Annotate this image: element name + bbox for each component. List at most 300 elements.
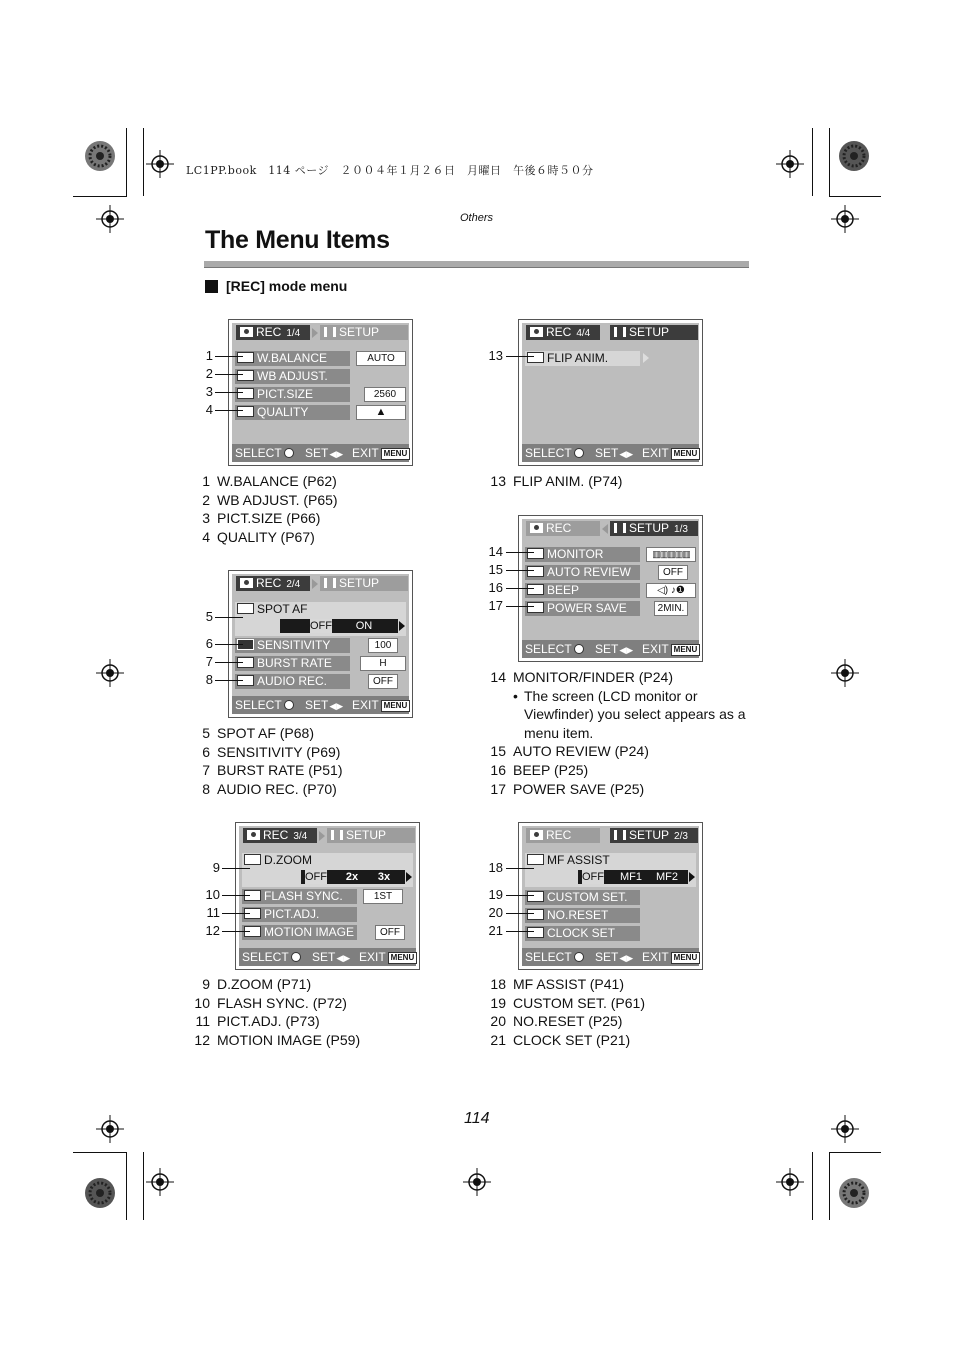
value-box: 1ST xyxy=(363,889,403,904)
crop-line xyxy=(73,1152,127,1153)
camera-icon xyxy=(247,830,260,840)
callout-number: 2 xyxy=(205,366,213,381)
option-on[interactable]: ON xyxy=(355,620,373,632)
list-number: 16 xyxy=(490,761,506,778)
list-text: NO.RESET (P25) xyxy=(513,1013,623,1030)
setup-icon xyxy=(614,523,626,533)
screen-body xyxy=(239,826,416,966)
value-box: 100 xyxy=(368,638,398,653)
status-set-label: SET xyxy=(595,950,619,964)
callout-line xyxy=(215,662,243,663)
status-bar xyxy=(232,444,409,462)
wb-icon xyxy=(237,352,254,363)
list-number: 5 xyxy=(202,725,210,741)
tab-setup xyxy=(610,828,698,843)
item-label: AUTO REVIEW xyxy=(547,565,631,579)
status-bar xyxy=(522,640,699,658)
callout-number: 21 xyxy=(488,923,503,938)
custom-set-icon xyxy=(527,891,544,902)
status-set xyxy=(595,948,633,967)
camera-icon xyxy=(240,327,253,337)
list-number: 18 xyxy=(490,976,506,992)
option-off[interactable]: OFF xyxy=(582,871,604,883)
status-bar xyxy=(239,948,416,966)
crosshair-icon xyxy=(146,1168,174,1196)
crosshair-icon xyxy=(831,1115,859,1143)
print-header: LC1PP.book 114 ページ ２００４年１月２６日 月曜日 午後６時５０分 xyxy=(186,164,594,177)
callout-number: 12 xyxy=(205,923,220,938)
status-set xyxy=(595,640,633,659)
crop-line xyxy=(829,1152,881,1153)
setup-icon xyxy=(614,830,626,840)
menu-item-flip-anim[interactable] xyxy=(525,351,640,366)
callout-line xyxy=(506,931,534,932)
list-number: 8 xyxy=(202,780,210,797)
callout-number: 8 xyxy=(205,672,213,687)
menu-item-beep[interactable] xyxy=(525,583,640,598)
status-set-label: SET xyxy=(312,950,336,964)
list-text: PICT.ADJ. (P73) xyxy=(217,1013,320,1030)
status-exit xyxy=(352,696,410,714)
tab-rec xyxy=(526,828,600,843)
tab-bar xyxy=(522,826,699,844)
status-exit-label: EXIT xyxy=(642,446,669,460)
status-exit xyxy=(359,948,417,966)
menu-item-quality[interactable] xyxy=(235,405,350,420)
tab-rec-label: REC xyxy=(546,325,572,339)
page-number: 114 xyxy=(464,1110,490,1127)
callout-number: 14 xyxy=(488,544,503,559)
square-bullet-icon xyxy=(205,280,218,293)
crop-line xyxy=(829,1152,830,1220)
menu-button-icon: MENU xyxy=(388,952,418,964)
screen-rec-2 xyxy=(228,570,413,718)
option-off[interactable]: OFF xyxy=(310,620,332,632)
list-item xyxy=(486,742,754,761)
menu-button-icon: MENU xyxy=(671,448,701,460)
flip-anim-icon xyxy=(527,352,544,363)
tab-setup xyxy=(610,325,698,340)
callout-number: 3 xyxy=(205,384,213,399)
left-right-icon: ◀▶ xyxy=(329,449,344,459)
arrow-right-icon xyxy=(312,328,318,338)
item-label: PICT.SIZE xyxy=(257,387,314,401)
list-number: 12 xyxy=(194,1031,210,1048)
screen-body xyxy=(232,323,409,462)
tab-setup xyxy=(610,521,698,536)
menu-item-power-save[interactable] xyxy=(525,601,640,616)
tab-rec xyxy=(236,576,310,591)
crop-line xyxy=(126,128,127,196)
menu-item-pict-size[interactable] xyxy=(235,387,350,402)
crosshair-icon xyxy=(96,659,124,687)
no-reset-icon xyxy=(527,909,544,920)
callout-line xyxy=(222,931,250,932)
page-indicator: 2/3 xyxy=(674,831,688,842)
option-off[interactable]: OFF xyxy=(305,871,327,883)
value-box: OFF xyxy=(658,565,688,580)
list-number: 4 xyxy=(202,528,210,545)
status-exit-label: EXIT xyxy=(642,642,669,656)
list-number: 3 xyxy=(202,510,210,527)
cursor-dial-icon xyxy=(284,448,294,458)
list-number: 9 xyxy=(202,976,210,992)
status-exit xyxy=(642,948,700,966)
callout-line xyxy=(506,868,534,869)
section-label: Others xyxy=(460,212,494,224)
page-indicator: 2/4 xyxy=(286,579,301,590)
crop-line xyxy=(829,196,881,197)
left-right-icon: ◀▶ xyxy=(329,701,344,711)
item-label: BURST RATE xyxy=(257,656,332,670)
wb-adjust-icon xyxy=(237,370,254,381)
page-indicator: 3/4 xyxy=(293,831,308,842)
crosshair-icon xyxy=(831,659,859,687)
callout-line xyxy=(506,552,534,553)
tab-bar xyxy=(522,519,699,537)
color-target-icon xyxy=(84,140,116,172)
item-label: CLOCK SET xyxy=(547,926,616,940)
color-target-icon xyxy=(838,140,870,172)
list-text: SENSITIVITY (P69) xyxy=(217,743,341,760)
callout-number: 19 xyxy=(488,887,503,902)
menu-item-audio-rec[interactable] xyxy=(235,674,350,689)
callout-line xyxy=(215,356,243,357)
callout-line xyxy=(215,392,243,393)
tab-setup-label: SETUP xyxy=(346,828,387,842)
list-number: 20 xyxy=(490,1013,506,1030)
tab-rec-label: REC xyxy=(546,521,572,535)
status-select xyxy=(235,696,294,714)
status-set xyxy=(305,444,343,463)
crosshair-icon xyxy=(831,205,859,233)
crop-line xyxy=(829,128,830,196)
cursor-dial-icon xyxy=(574,952,584,962)
cursor-dial-icon xyxy=(574,644,584,654)
screen-rec-1 xyxy=(228,319,413,466)
crop-line xyxy=(126,1152,127,1220)
list-text: MF ASSIST (P41) xyxy=(513,976,624,992)
option-mf1[interactable]: MF1 xyxy=(620,871,642,883)
list-text: MONITOR/FINDER (P24) xyxy=(513,669,673,685)
monitor-level: ▥▥▥▥▥ xyxy=(646,547,696,562)
menu-item-w-balance[interactable] xyxy=(235,351,350,366)
page-title: The Menu Items xyxy=(205,226,390,254)
callout-line xyxy=(506,913,534,914)
list-text: BEEP (P25) xyxy=(513,761,589,778)
setup-icon xyxy=(324,327,336,337)
status-exit xyxy=(352,444,410,462)
item-label: W.BALANCE xyxy=(257,351,328,365)
color-target-icon xyxy=(84,1177,116,1209)
title-rule xyxy=(204,261,749,268)
page-indicator: 4/4 xyxy=(576,328,591,339)
crosshair-icon xyxy=(776,150,804,178)
list-item xyxy=(486,761,754,780)
callout-line xyxy=(506,606,534,607)
d-zoom-options xyxy=(301,870,405,884)
status-set-label: SET xyxy=(595,446,619,460)
screen-body xyxy=(232,574,409,714)
item-label: MF ASSIST xyxy=(547,853,610,867)
menu-item-monitor[interactable] xyxy=(525,547,640,562)
tab-rec-label: REC xyxy=(263,828,289,842)
brightness-icon xyxy=(527,548,544,559)
status-select xyxy=(525,640,584,658)
tab-rec xyxy=(526,521,600,536)
menu-item-burst-rate[interactable] xyxy=(235,656,350,671)
tab-setup xyxy=(320,325,408,340)
callout-number: 18 xyxy=(488,860,503,875)
crop-line xyxy=(143,1152,144,1220)
note-text: • The screen (LCD monitor or Viewfinder) you select appears as a menu item. xyxy=(513,687,754,743)
callout-line xyxy=(222,913,250,914)
arrow-right-icon xyxy=(312,579,318,589)
item-label: D.ZOOM xyxy=(264,853,312,867)
arrow-right-icon xyxy=(319,831,325,841)
list-text: AUTO REVIEW (P24) xyxy=(513,743,649,760)
power-save-icon xyxy=(527,602,544,613)
setup-icon xyxy=(331,830,343,840)
callout-number: 7 xyxy=(205,654,213,669)
item-label: FLASH SYNC. xyxy=(264,889,343,903)
crosshair-icon xyxy=(776,1168,804,1196)
item-label: MOTION IMAGE xyxy=(264,925,354,939)
page-indicator: 1/4 xyxy=(286,328,301,339)
status-set-label: SET xyxy=(305,698,329,712)
crop-line xyxy=(73,196,127,197)
callout-line xyxy=(222,868,250,869)
status-select-label: SELECT xyxy=(525,950,572,964)
item-list-5 xyxy=(486,668,754,798)
status-exit-label: EXIT xyxy=(352,698,379,712)
auto-review-icon xyxy=(527,566,544,577)
subheading xyxy=(205,278,347,294)
callout-number: 20 xyxy=(488,905,503,920)
list-text: FLIP ANIM. (P74) xyxy=(513,473,623,489)
status-select xyxy=(235,444,294,462)
tab-setup xyxy=(327,828,415,843)
camera-icon xyxy=(530,327,543,337)
callout-number: 4 xyxy=(205,402,213,417)
menu-button-icon: MENU xyxy=(671,644,701,656)
crop-line xyxy=(812,128,813,196)
list-number: 11 xyxy=(195,1013,210,1030)
status-select-label: SELECT xyxy=(242,950,289,964)
menu-item-wb-adjust[interactable] xyxy=(235,369,350,384)
screen-body xyxy=(522,323,699,462)
spot-af-options xyxy=(280,619,398,633)
tab-setup-label: SETUP xyxy=(629,521,670,535)
pict-size-icon xyxy=(237,388,254,399)
status-set xyxy=(312,948,350,967)
status-set-label: SET xyxy=(305,446,329,460)
status-select xyxy=(525,948,584,966)
tab-setup-label: SETUP xyxy=(629,828,670,842)
status-set-label: SET xyxy=(595,642,619,656)
list-text: AUDIO REC. (P70) xyxy=(217,780,337,797)
crosshair-icon xyxy=(96,1115,124,1143)
menu-item-clock-set[interactable] xyxy=(525,926,640,941)
list-text: CUSTOM SET. (P61) xyxy=(513,994,645,1011)
callout-line xyxy=(215,680,243,681)
list-number: 10 xyxy=(194,994,210,1011)
item-label: MONITOR xyxy=(547,547,604,561)
screen-setup-1 xyxy=(518,515,703,662)
arrow-right-icon xyxy=(399,621,405,631)
menu-item-flash-sync[interactable] xyxy=(242,889,357,904)
left-right-icon: ◀▶ xyxy=(619,953,634,963)
list-number: 14 xyxy=(490,669,506,685)
callout-line xyxy=(222,895,250,896)
callout-line xyxy=(506,356,534,357)
callout-number: 15 xyxy=(488,562,503,577)
burst-value: H xyxy=(360,656,406,671)
page-indicator: 1/3 xyxy=(674,524,688,535)
item-label: BEEP xyxy=(547,583,580,597)
mf-assist-options xyxy=(578,870,688,884)
callout-line xyxy=(506,570,534,571)
callout-line xyxy=(506,895,534,896)
camera-icon xyxy=(530,830,543,840)
list-text: POWER SAVE (P25) xyxy=(513,780,645,797)
callout-line xyxy=(215,374,243,375)
value-box: 2560 xyxy=(364,387,406,402)
status-set xyxy=(595,444,633,463)
item-label: POWER SAVE xyxy=(547,601,627,615)
menu-item-auto-review[interactable] xyxy=(525,565,640,580)
list-text: SPOT AF (P68) xyxy=(217,725,314,741)
camera-icon xyxy=(240,578,253,588)
spot-af-icon xyxy=(237,603,254,614)
callout-number: 11 xyxy=(206,905,220,920)
value-box: AUTO xyxy=(356,351,406,366)
arrow-right-icon xyxy=(406,872,412,882)
speaker-icon xyxy=(527,584,544,595)
callout-line xyxy=(215,644,243,645)
mf-assist-icon xyxy=(527,854,544,865)
list-note xyxy=(486,687,754,743)
callout-number: 17 xyxy=(488,598,503,613)
list-text: W.BALANCE (P62) xyxy=(217,473,337,489)
menu-button-icon: MENU xyxy=(381,448,411,460)
screen-setup-2 xyxy=(518,822,703,970)
list-item xyxy=(486,780,754,799)
tab-bar xyxy=(232,574,409,592)
option-2x[interactable]: 2x xyxy=(345,871,359,883)
list-number: 1 xyxy=(202,473,210,489)
callout-number: 5 xyxy=(205,609,213,624)
value-box: OFF xyxy=(368,674,398,689)
arrow-right-icon xyxy=(643,353,649,363)
crosshair-icon xyxy=(463,1168,491,1196)
cursor-dial-icon xyxy=(284,700,294,710)
color-target-icon xyxy=(838,1177,870,1209)
left-right-icon: ◀▶ xyxy=(619,449,634,459)
left-right-icon: ◀▶ xyxy=(619,645,634,655)
list-text: MOTION IMAGE (P59) xyxy=(217,1031,361,1048)
option-3x[interactable]: 3x xyxy=(377,871,391,883)
d-zoom-icon xyxy=(244,854,261,865)
status-select-label: SELECT xyxy=(235,446,282,460)
crosshair-icon xyxy=(96,205,124,233)
screen-rec-4 xyxy=(518,319,703,466)
setup-icon xyxy=(324,578,336,588)
list-text: BURST RATE (P51) xyxy=(217,762,343,779)
item-label: FLIP ANIM. xyxy=(547,351,609,365)
menu-item-sensitivity[interactable] xyxy=(235,638,350,653)
menu-item-custom-set[interactable] xyxy=(525,890,640,905)
list-number: 7 xyxy=(202,762,210,779)
status-exit-label: EXIT xyxy=(359,950,386,964)
tab-bar xyxy=(239,826,416,844)
item-label: NO.RESET xyxy=(547,908,609,922)
callout-number: 16 xyxy=(488,580,503,595)
list-number: 17 xyxy=(490,780,506,797)
menu-button-icon: MENU xyxy=(671,952,701,964)
callout-line xyxy=(506,588,534,589)
tab-setup xyxy=(320,576,408,591)
callout-number: 1 xyxy=(205,348,213,363)
screen-body xyxy=(522,519,699,658)
callout-number: 6 xyxy=(205,636,213,651)
camera-icon xyxy=(530,523,543,533)
menu-item-motion-image[interactable] xyxy=(242,925,357,940)
quality-value-icon: ▲ xyxy=(356,405,406,420)
screen-rec-3 xyxy=(235,822,420,970)
crosshair-icon xyxy=(146,150,174,178)
setup-icon xyxy=(614,327,626,337)
left-right-icon: ◀▶ xyxy=(336,953,351,963)
item-label: PICT.ADJ. xyxy=(264,907,320,921)
status-exit xyxy=(642,444,700,462)
arrow-left-icon xyxy=(602,524,608,534)
callout-number: 13 xyxy=(488,348,503,363)
status-select xyxy=(242,948,301,966)
menu-item-no-reset[interactable] xyxy=(525,908,640,923)
status-exit xyxy=(642,640,700,658)
value-box: OFF xyxy=(375,925,405,940)
tab-rec-label: REC xyxy=(256,325,282,339)
status-bar xyxy=(522,948,699,966)
list-number: 21 xyxy=(490,1031,506,1048)
list-text: D.ZOOM (P71) xyxy=(217,976,312,992)
list-number: 19 xyxy=(490,994,506,1011)
list-number: 13 xyxy=(490,473,506,489)
cursor-dial-icon xyxy=(574,448,584,458)
menu-item-pict-adj[interactable] xyxy=(242,907,357,922)
list-number: 2 xyxy=(202,491,210,508)
status-set xyxy=(305,696,343,715)
status-bar xyxy=(232,696,409,714)
item-label: AUDIO REC. xyxy=(257,674,328,688)
item-label: SPOT AF xyxy=(257,602,308,616)
option-mf2[interactable]: MF2 xyxy=(656,871,678,883)
crop-line xyxy=(812,1152,813,1220)
status-exit-label: EXIT xyxy=(352,446,379,460)
status-exit-label: EXIT xyxy=(642,950,669,964)
list-text: QUALITY (P67) xyxy=(217,528,315,545)
tab-bar xyxy=(522,323,699,341)
list-text: FLASH SYNC. (P72) xyxy=(217,994,347,1011)
callout-number: 10 xyxy=(205,887,220,902)
tab-setup-label: SETUP xyxy=(629,325,670,339)
tab-bar xyxy=(232,323,409,341)
menu-button-icon: MENU xyxy=(381,700,411,712)
tab-rec-label: REC xyxy=(546,828,572,842)
cursor-dial-icon xyxy=(291,952,301,962)
beep-value: ◁) ♪❶ xyxy=(646,583,696,598)
